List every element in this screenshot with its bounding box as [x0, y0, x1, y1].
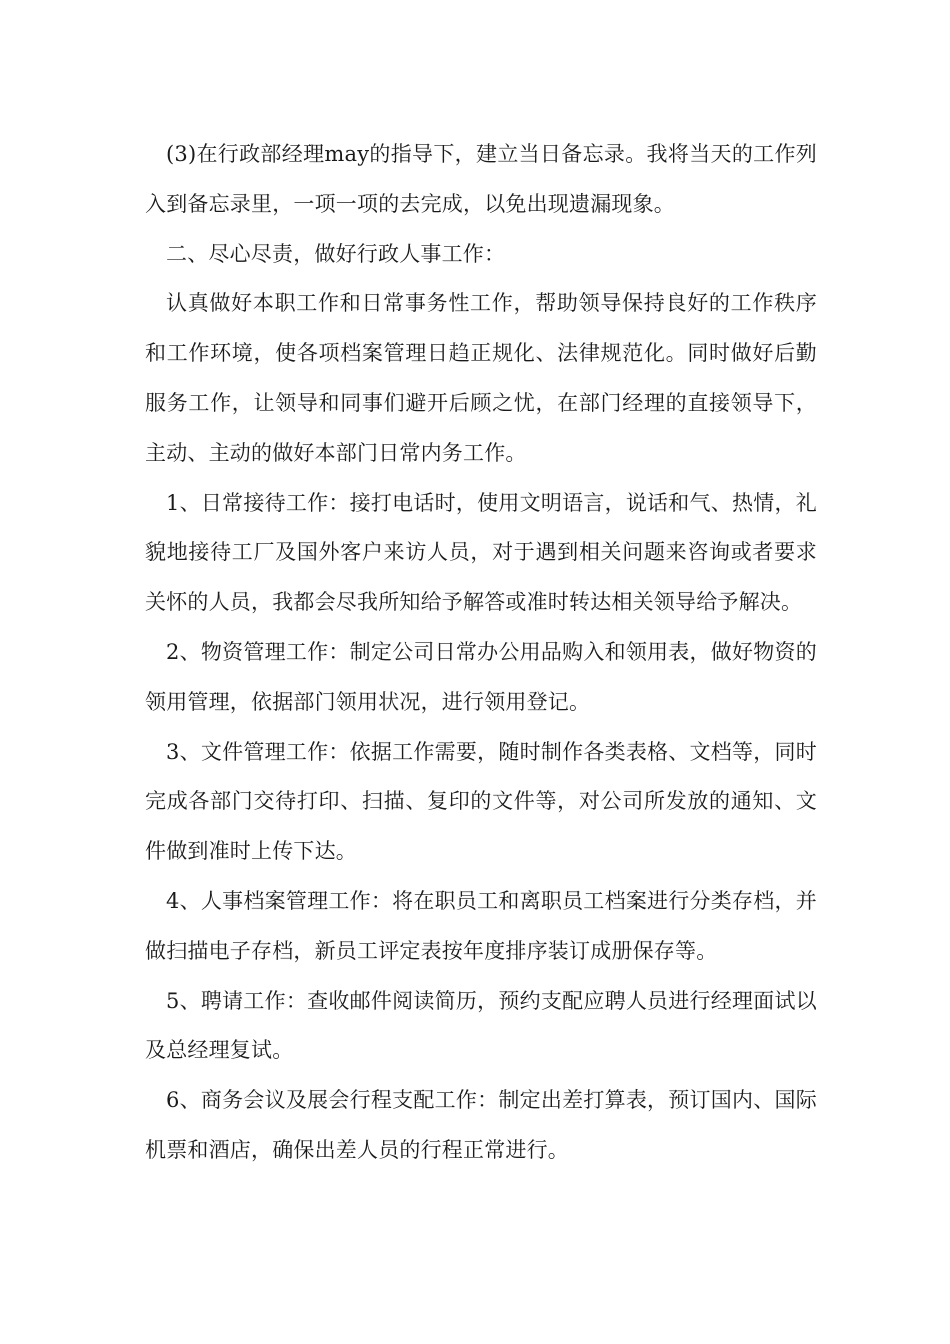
- paragraph-supplies: 2、物资管理工作：制定公司日常办公用品购入和领用表，做好物资的领用管理，依据部门领用状况，进行领用登记。: [145, 639, 817, 714]
- document-body: [145, 130, 817, 1176]
- paragraph-reception: 1、日常接待工作：接打电话时，使用文明语言，说话和气、热情，礼貌地接待工厂及国外客户来访人员，对于遇到相关问题来咨询或者要求关怀的人员，我都会尽我所知给予解答或准时转达相关领导给予解决。: [145, 490, 817, 615]
- paragraph-business-travel: 6、商务会议及展会行程支配工作：制定出差打算表，预订国内、国际机票和酒店，确保出差人员的行程正常进行。: [145, 1088, 817, 1162]
- paragraph-recruiting: 5、聘请工作：查收邮件阅读简历，预约支配应聘人员进行经理面试以及总经理复试。: [145, 988, 817, 1063]
- paragraph-memo: (3)在行政部经理may的指导下，建立当日备忘录。我将当天的工作列入到备忘录里，一项一项的去完成，以免出现遗漏现象。: [145, 142, 817, 216]
- section-heading-admin-hr: 二、尽心尽责，做好行政人事工作：: [166, 241, 506, 266]
- paragraph-documents: 3、文件管理工作：依据工作需要，随时制作各类表格、文档等，同时完成各部门交待打印、扫描、复印的文件等，对公司所发放的通知、文件做到准时上传下达。: [145, 739, 817, 864]
- paragraph-personnel-files: 4、人事档案管理工作：将在职员工和离职员工档案进行分类存档，并做扫描电子存档，新员工评定表按年度排序装订成册保存等。: [145, 888, 817, 963]
- paragraph-duties-intro: 认真做好本职工作和日常事务性工作，帮助领导保持良好的工作秩序和工作环境，使各项档案管理日趋正规化、法律规范化。同时做好后勤服务工作，让领导和同事们避开后顾之忧，在部门经理的直接领导下，主动、主动的做好本部门日常内务工作。: [145, 291, 817, 465]
